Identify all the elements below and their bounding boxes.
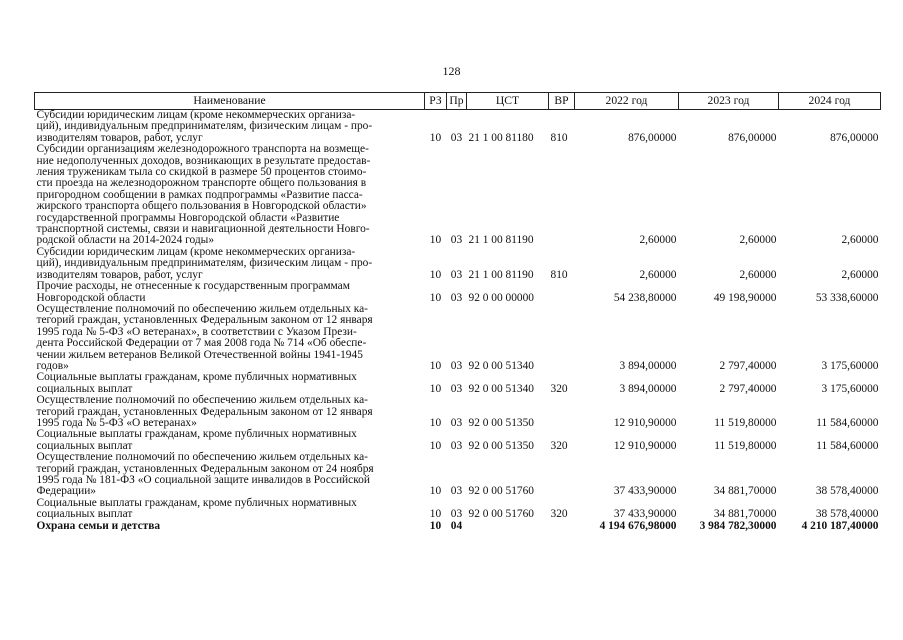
row-cst: 92 0 00 51760 (468, 485, 534, 498)
row-vr (549, 395, 575, 429)
row-name: Социальные выплаты гражданам, кроме публичных нормативных социальных выплат (36, 428, 357, 452)
row-2022: 37 433,90000 (613, 485, 677, 498)
row-rz: 10 (429, 519, 442, 532)
row-rz: 10 (429, 234, 442, 247)
header-2022: 2022 год (575, 93, 679, 110)
row-2024: 2,60000 (841, 268, 879, 281)
row-2024: 3 175,60000 (821, 382, 879, 395)
row-2024: 53 338,60000 (815, 291, 879, 304)
row-2022: 54 238,80000 (613, 291, 677, 304)
row-vr: 320 (550, 439, 568, 452)
row-name: Социальные выплаты гражданам, кроме публичных нормативных социальных выплат (36, 371, 357, 395)
row-pr: 03 (450, 416, 463, 429)
row-pr: 03 (450, 359, 463, 372)
row-name: Осуществление полномочий по обеспечению жильем отдельных ка- тегорий граждан, установленных Федеральным законом от 12 января 1995 года № 5-ФЗ «О ветеранах» (36, 394, 373, 429)
row-pr: 03 (450, 508, 463, 521)
row-name: Социальные выплаты гражданам, кроме публичных нормативных социальных выплат (36, 496, 357, 521)
row-2023: 876,00000 (728, 131, 777, 144)
table-row (35, 521, 881, 532)
row-rz: 10 (429, 416, 442, 429)
table-row (35, 144, 881, 247)
table-row (35, 395, 881, 429)
page-number: 128 (442, 64, 461, 78)
row-vr: 320 (550, 382, 568, 395)
header-pr: Пр (447, 93, 467, 110)
header-rz: РЗ (425, 93, 447, 110)
row-pr: 03 (450, 291, 463, 304)
row-2022: 2,60000 (639, 268, 677, 281)
row-2022: 12 910,90000 (613, 439, 677, 452)
row-rz: 10 (429, 382, 442, 395)
row-2022: 2,60000 (639, 234, 677, 247)
row-pr: 04 (450, 519, 463, 532)
header-vr: ВР (549, 93, 575, 110)
row-2022: 876,00000 (628, 131, 677, 144)
row-2024: 38 578,40000 (815, 508, 879, 521)
row-2024: 4 210 187,40000 (801, 519, 879, 532)
row-cst: 92 0 00 51350 (468, 439, 534, 452)
row-2023: 11 519,80000 (714, 439, 777, 452)
row-rz: 10 (429, 359, 442, 372)
row-2023: 34 881,70000 (713, 508, 777, 521)
table-row (35, 247, 881, 281)
row-2022: 3 894,00000 (619, 359, 677, 372)
row-rz: 10 (429, 485, 442, 498)
row-2024: 2,60000 (841, 234, 879, 247)
header-2023: 2023 год (679, 93, 779, 110)
row-2023: 49 198,90000 (713, 291, 777, 304)
row-name: Осуществление полномочий по обеспечению жильем отдельных ка- тегорий граждан, установленных Федеральным законом от 24 ноября 1995 года № 181-ФЗ «О социальной защите инвалидов в Российской Федерации» (36, 451, 374, 498)
row-rz: 10 (429, 291, 442, 304)
row-2024: 876,00000 (830, 131, 879, 144)
row-vr (549, 521, 575, 532)
row-pr: 03 (450, 268, 463, 281)
row-cst: 21 1 00 81190 (468, 234, 534, 247)
row-rz: 10 (429, 131, 442, 144)
table-row (35, 110, 881, 145)
row-cst: 21 1 00 81180 (468, 131, 534, 144)
header-name: Наименование (35, 93, 425, 110)
row-rz: 10 (429, 439, 442, 452)
row-cst (467, 521, 549, 532)
row-vr (549, 281, 575, 304)
row-vr: 810 (550, 268, 568, 281)
row-2023: 2 797,40000 (719, 382, 777, 395)
table-row (35, 452, 881, 498)
row-name: Осуществление полномочий по обеспечению жильем отдельных ка- тегорий граждан, установленных Федеральным законом от 12 января 1995 года № 5-ФЗ «О ветеранах», в соответствии с Указом Прези- дента Российской Федерации от 7 мая 2008 года № 714 «Об обеспе- чении жильем ветеранов Великой Отечественной войны 1941-1945 годов» (36, 302, 373, 372)
row-cst: 92 0 00 00000 (468, 291, 534, 304)
row-cst: 92 0 00 51760 (468, 508, 534, 521)
row-vr: 810 (550, 131, 568, 144)
row-2023: 3 984 782,30000 (699, 519, 777, 532)
row-2022: 3 894,00000 (619, 382, 677, 395)
row-2023: 34 881,70000 (713, 485, 777, 498)
table-row (35, 281, 881, 304)
row-name: Прочие расходы, не отнесенные к государственным программам Новгородской области (36, 280, 350, 304)
row-2022: 12 910,90000 (613, 416, 677, 429)
row-pr: 03 (450, 439, 463, 452)
row-2023: 2,60000 (739, 268, 777, 281)
row-name: Охрана семьи и детства (36, 519, 161, 532)
row-vr (549, 304, 575, 372)
row-pr: 03 (450, 234, 463, 247)
row-2024: 11 584,60000 (816, 416, 879, 429)
row-rz: 10 (429, 508, 442, 521)
row-name: Субсидии юридическим лицам (кроме некоммерческих организа- ций), индивидуальным предпринимателям, физическим лицам - про- изводителям товаров, работ, услуг (36, 245, 373, 281)
row-name: Субсидии юридическим лицам (кроме некоммерческих организа- ций), индивидуальным предпринимателям, физическим лицам - про- изводителям товаров, работ, услуг (36, 109, 373, 144)
table-row (35, 498, 881, 521)
row-2022: 37 433,90000 (613, 508, 677, 521)
row-2023: 11 519,80000 (714, 416, 777, 429)
table-row (35, 304, 881, 372)
row-cst: 92 0 00 51350 (468, 416, 534, 429)
row-cst: 21 1 00 81190 (468, 268, 534, 281)
row-2023: 2 797,40000 (719, 359, 777, 372)
header-2024: 2024 год (779, 93, 881, 110)
row-2022: 4 194 676,98000 (599, 519, 677, 532)
row-vr (549, 144, 575, 247)
table-row (35, 372, 881, 395)
row-vr (549, 452, 575, 498)
row-cst: 92 0 00 51340 (468, 359, 534, 372)
table-row (35, 429, 881, 452)
budget-table (34, 92, 881, 532)
row-rz: 10 (429, 268, 442, 281)
row-vr: 320 (550, 508, 568, 521)
header-row (35, 93, 881, 110)
row-pr: 03 (450, 131, 463, 144)
row-2024: 38 578,40000 (815, 485, 879, 498)
table-body (35, 110, 881, 533)
row-2024: 3 175,60000 (821, 359, 879, 372)
row-cst: 92 0 00 51340 (468, 382, 534, 395)
row-2024: 11 584,60000 (816, 439, 879, 452)
row-pr: 03 (450, 382, 463, 395)
row-name: Субсидии организациям железнодорожного транспорта на возмеще- ние недополученных доходов, возникающих в результате предостав- ления труженикам тыла со скидкой в размере 50 процентов стоимо- сти проезда на железнодорожном транспорте общего пользования в пригородном сообщении в рамках подпрограммы «Развитие пасса- жирского транспорта общего пользования в Новгородской области» государственной программы Новгородской области «Развитие транспортной системы, связи и навигационной деятельности Новго- родской области на 2014-2024 годы» (36, 143, 371, 247)
row-2023: 2,60000 (739, 234, 777, 247)
row-pr: 03 (450, 485, 463, 498)
header-cst: ЦСТ (467, 93, 549, 110)
